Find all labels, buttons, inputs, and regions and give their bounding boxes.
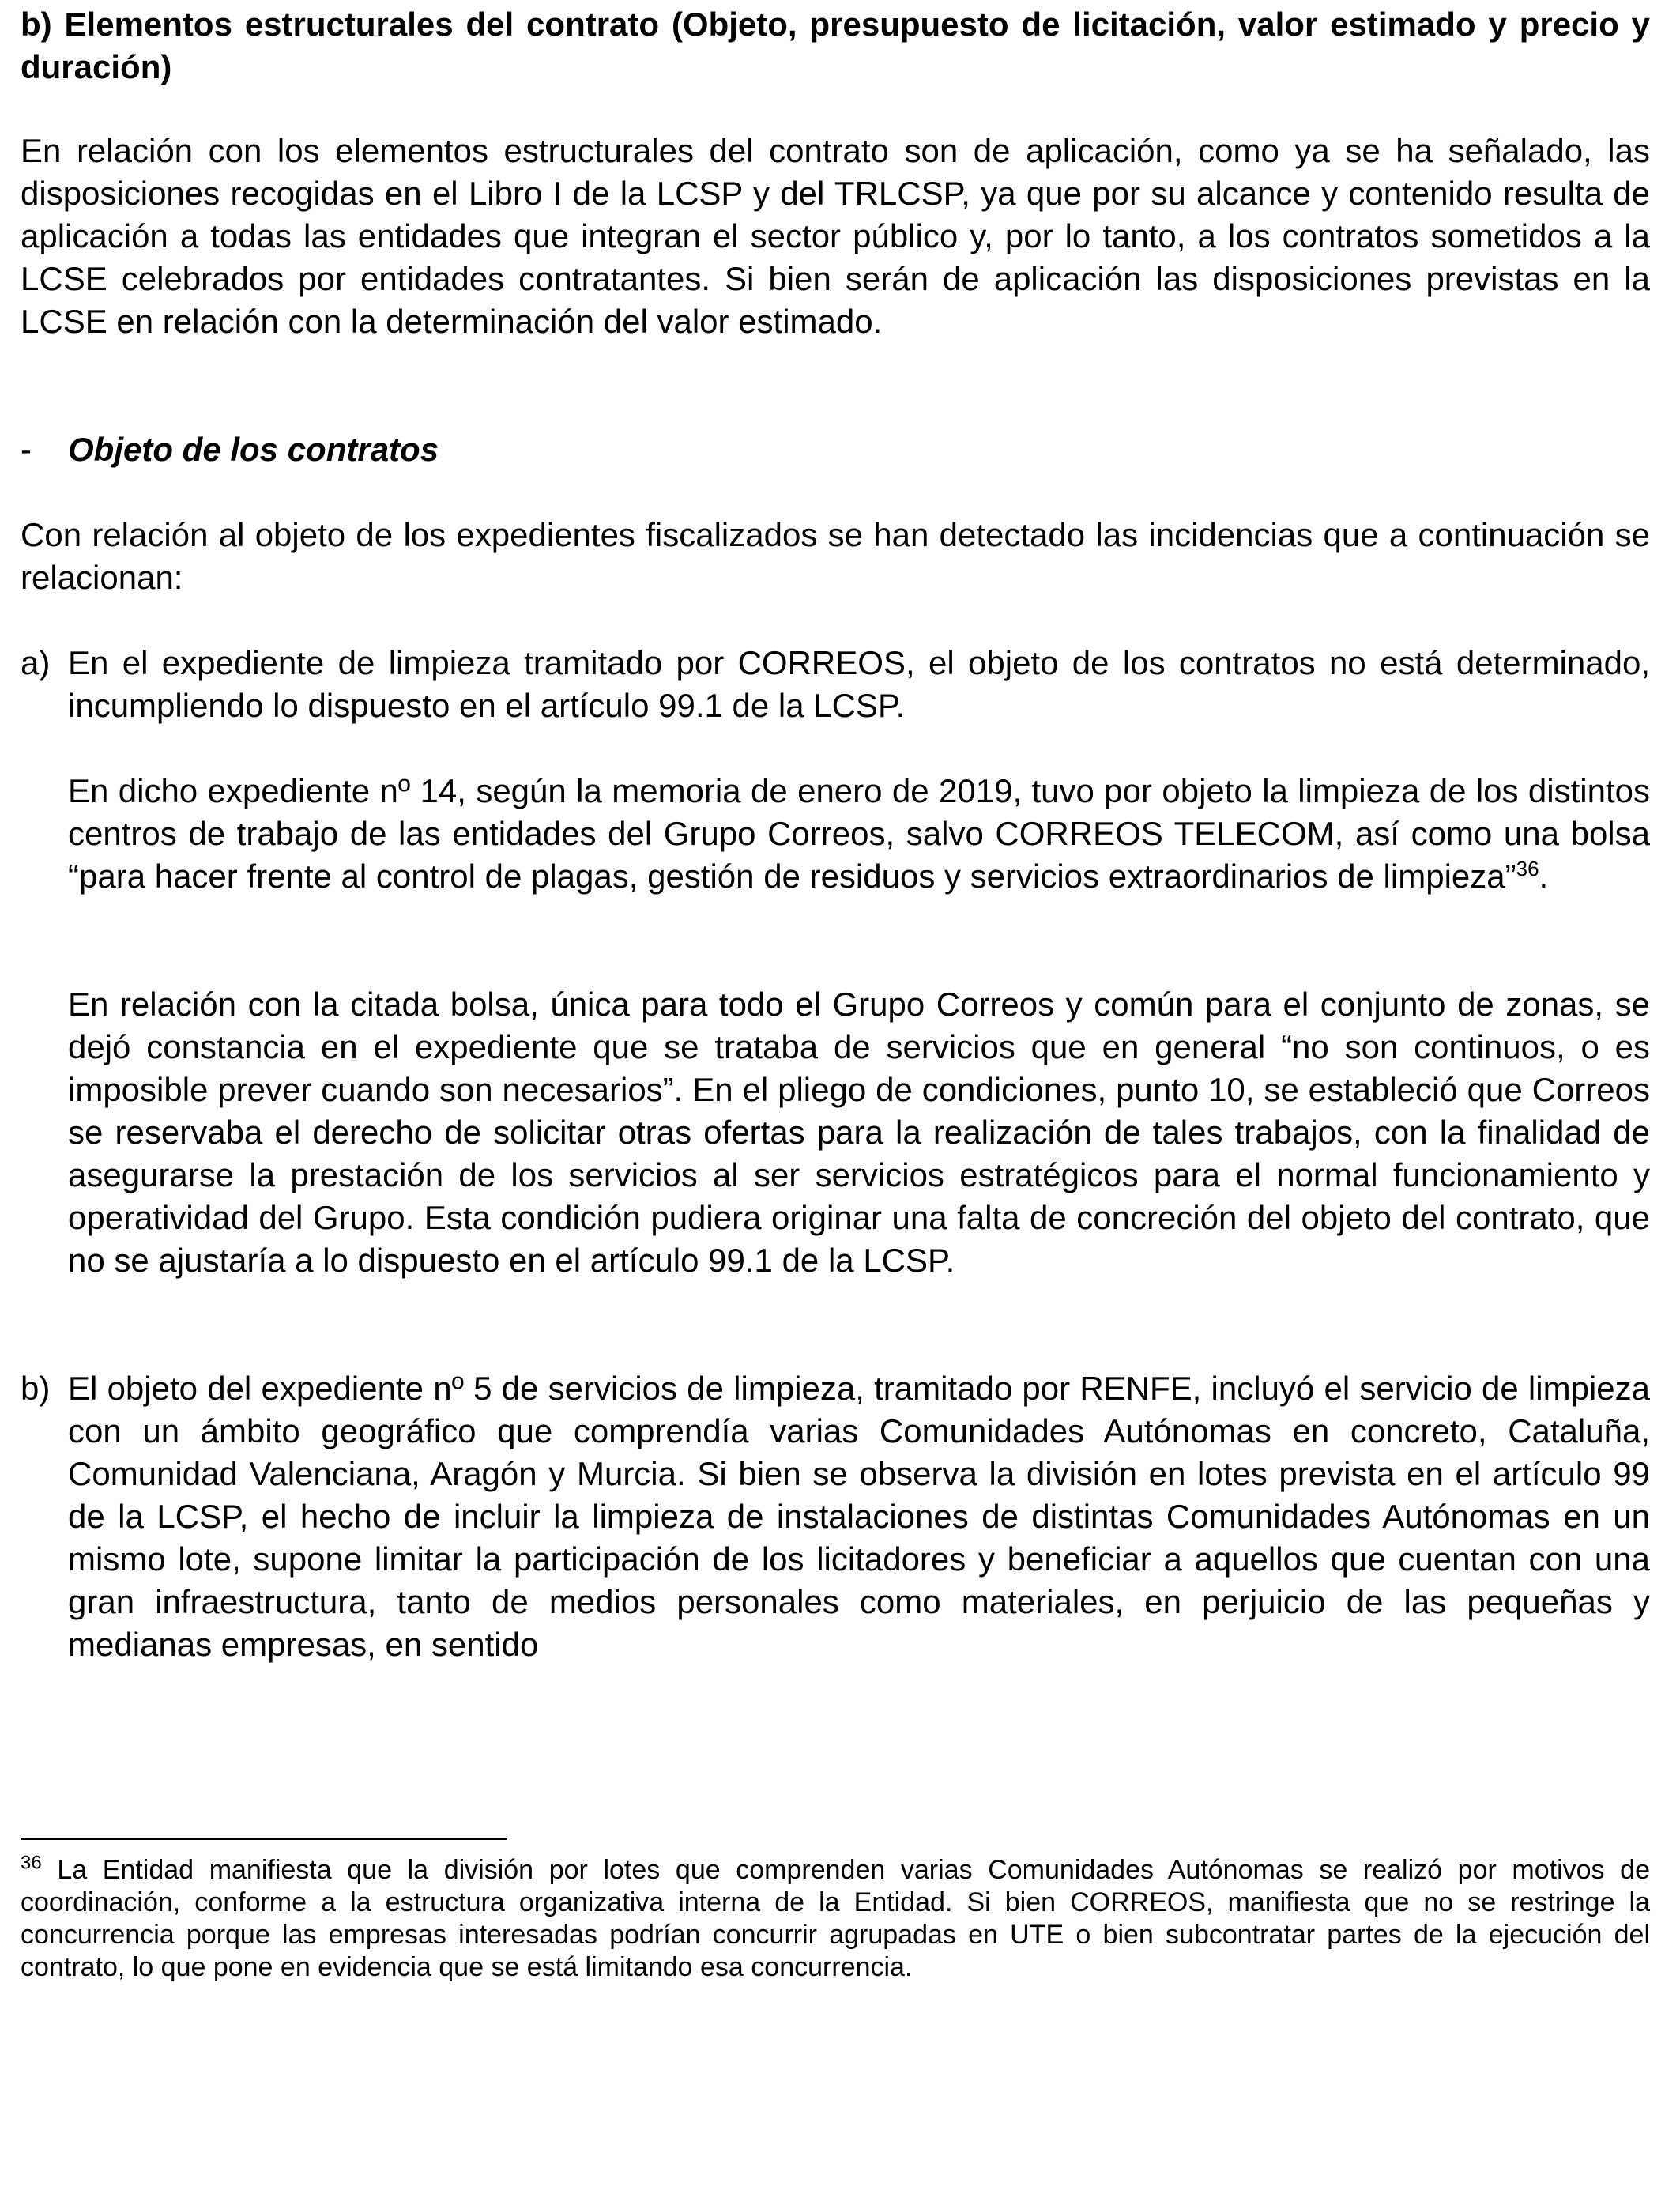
item-a-paragraph-2-text: En dicho expediente nº 14, según la memoria de enero de 2019, tuvo por objeto la limpieza de los distintos centros de trabajo de las entidades del Grupo Correos, salvo CORREOS TELECOM, así como una bolsa “para hacer frente al control de plagas, gestión de residuos y servicios extraordinarios de limpieza”: [68, 772, 1650, 895]
footnote-divider: [21, 1838, 507, 1840]
item-a-paragraph-2-end: .: [1539, 858, 1549, 895]
list-item-b-text: El objeto del expediente nº 5 de servicios de limpieza, tramitado por RENFE, incluyó el servicio de limpieza con un ámbito geográfico que comprendía varias Comunidades Autónomas en concreto, Cataluña, Comunidad Valenciana, Aragón y Murcia. Si bien se observa la división en lotes prevista en el artículo 99 de la LCSP, el hecho de incluir la limpieza de instalaciones de distintas Comunidades Autónomas en un mismo lote, supone limitar la participación de los licitadores y beneficiar a aquellos que cuentan con una gran infraestructura, tanto de medios personales como materiales, en perjuicio de las pequeñas y medianas empresas, en sentido: [68, 1370, 1650, 1663]
objeto-paragraph: Con relación al objeto de los expedientes fiscalizados se han detectado las incidencias que a continuación se relacionan:: [21, 516, 1650, 596]
list-item-b: [21, 1367, 1650, 1666]
list-marker-b: b): [21, 1370, 51, 1407]
intro-paragraph: En relación con los elementos estructurales del contrato son de aplicación, como ya se ha señalado, las disposiciones recogidas en el Libro I de la LCSP y del TRLCSP, ya que por su alcance y contenido resulta de aplicación a todas las entidades que integran el sector público y, por lo tanto, a los contratos sometidos a la LCSE celebrados por entidades contratantes. Si bien serán de aplicación las disposiciones previstas en la LCSE en relación con la determinación del valor estimado.: [21, 132, 1650, 340]
list-marker-a: a): [21, 644, 51, 681]
subsection-heading: [21, 428, 439, 471]
subsection-title: Objeto de los contratos: [68, 431, 439, 468]
footnote-text: La Entidad manifiesta que la división por lotes que comprenden varias Comunidades Autónomas se realizó por motivos de coordinación, conforme a la estructura organizativa interna de la Entidad. Si bien CORREOS, manifiesta que no se restringe la concurrencia porque las empresas interesadas podrían concurrir agrupadas en UTE o bien subcontratar partes de la ejecución del contrato, lo que pone en evidencia que se está limitando esa concurrencia.: [21, 1855, 1650, 1982]
item-a-paragraph-2: [68, 770, 1650, 898]
item-a-paragraph-3: En relación con la citada bolsa, única para todo el Grupo Correos y común para el conjunto de zonas, se dejó constancia en el expediente que se trataba de servicios que en general “no son continuos, o es imposible prever cuando son necesarios”. En el pliego de condiciones, punto 10, se estableció que Correos se reservaba el derecho de solicitar otras ofertas para la realización de tales trabajos, con la finalidad de asegurarse la prestación de los servicios al ser servicios estratégicos para el normal funcionamiento y operatividad del Grupo. Esta condición pudiera originar una falta de concreción del objeto del contrato, que no se ajustaría a lo dispuesto en el artículo 99.1 de la LCSP.: [68, 986, 1650, 1279]
list-item-a: [21, 642, 1650, 727]
footnote: [21, 1854, 1650, 1984]
list-item-a-text: En el expediente de limpieza tramitado por CORREOS, el objeto de los contratos no está determinado, incumpliendo lo dispuesto en el artículo 99.1 de la LCSP.: [68, 644, 1650, 724]
footnote-number: 36: [21, 1852, 42, 1874]
footnote-reference[interactable]: 36: [1516, 857, 1539, 880]
section-heading: b) Elementos estructurales del contrato (Objeto, presupuesto de licitación, valor estimado y precio y duración): [21, 6, 1650, 85]
subsection-bullet: -: [21, 431, 32, 468]
